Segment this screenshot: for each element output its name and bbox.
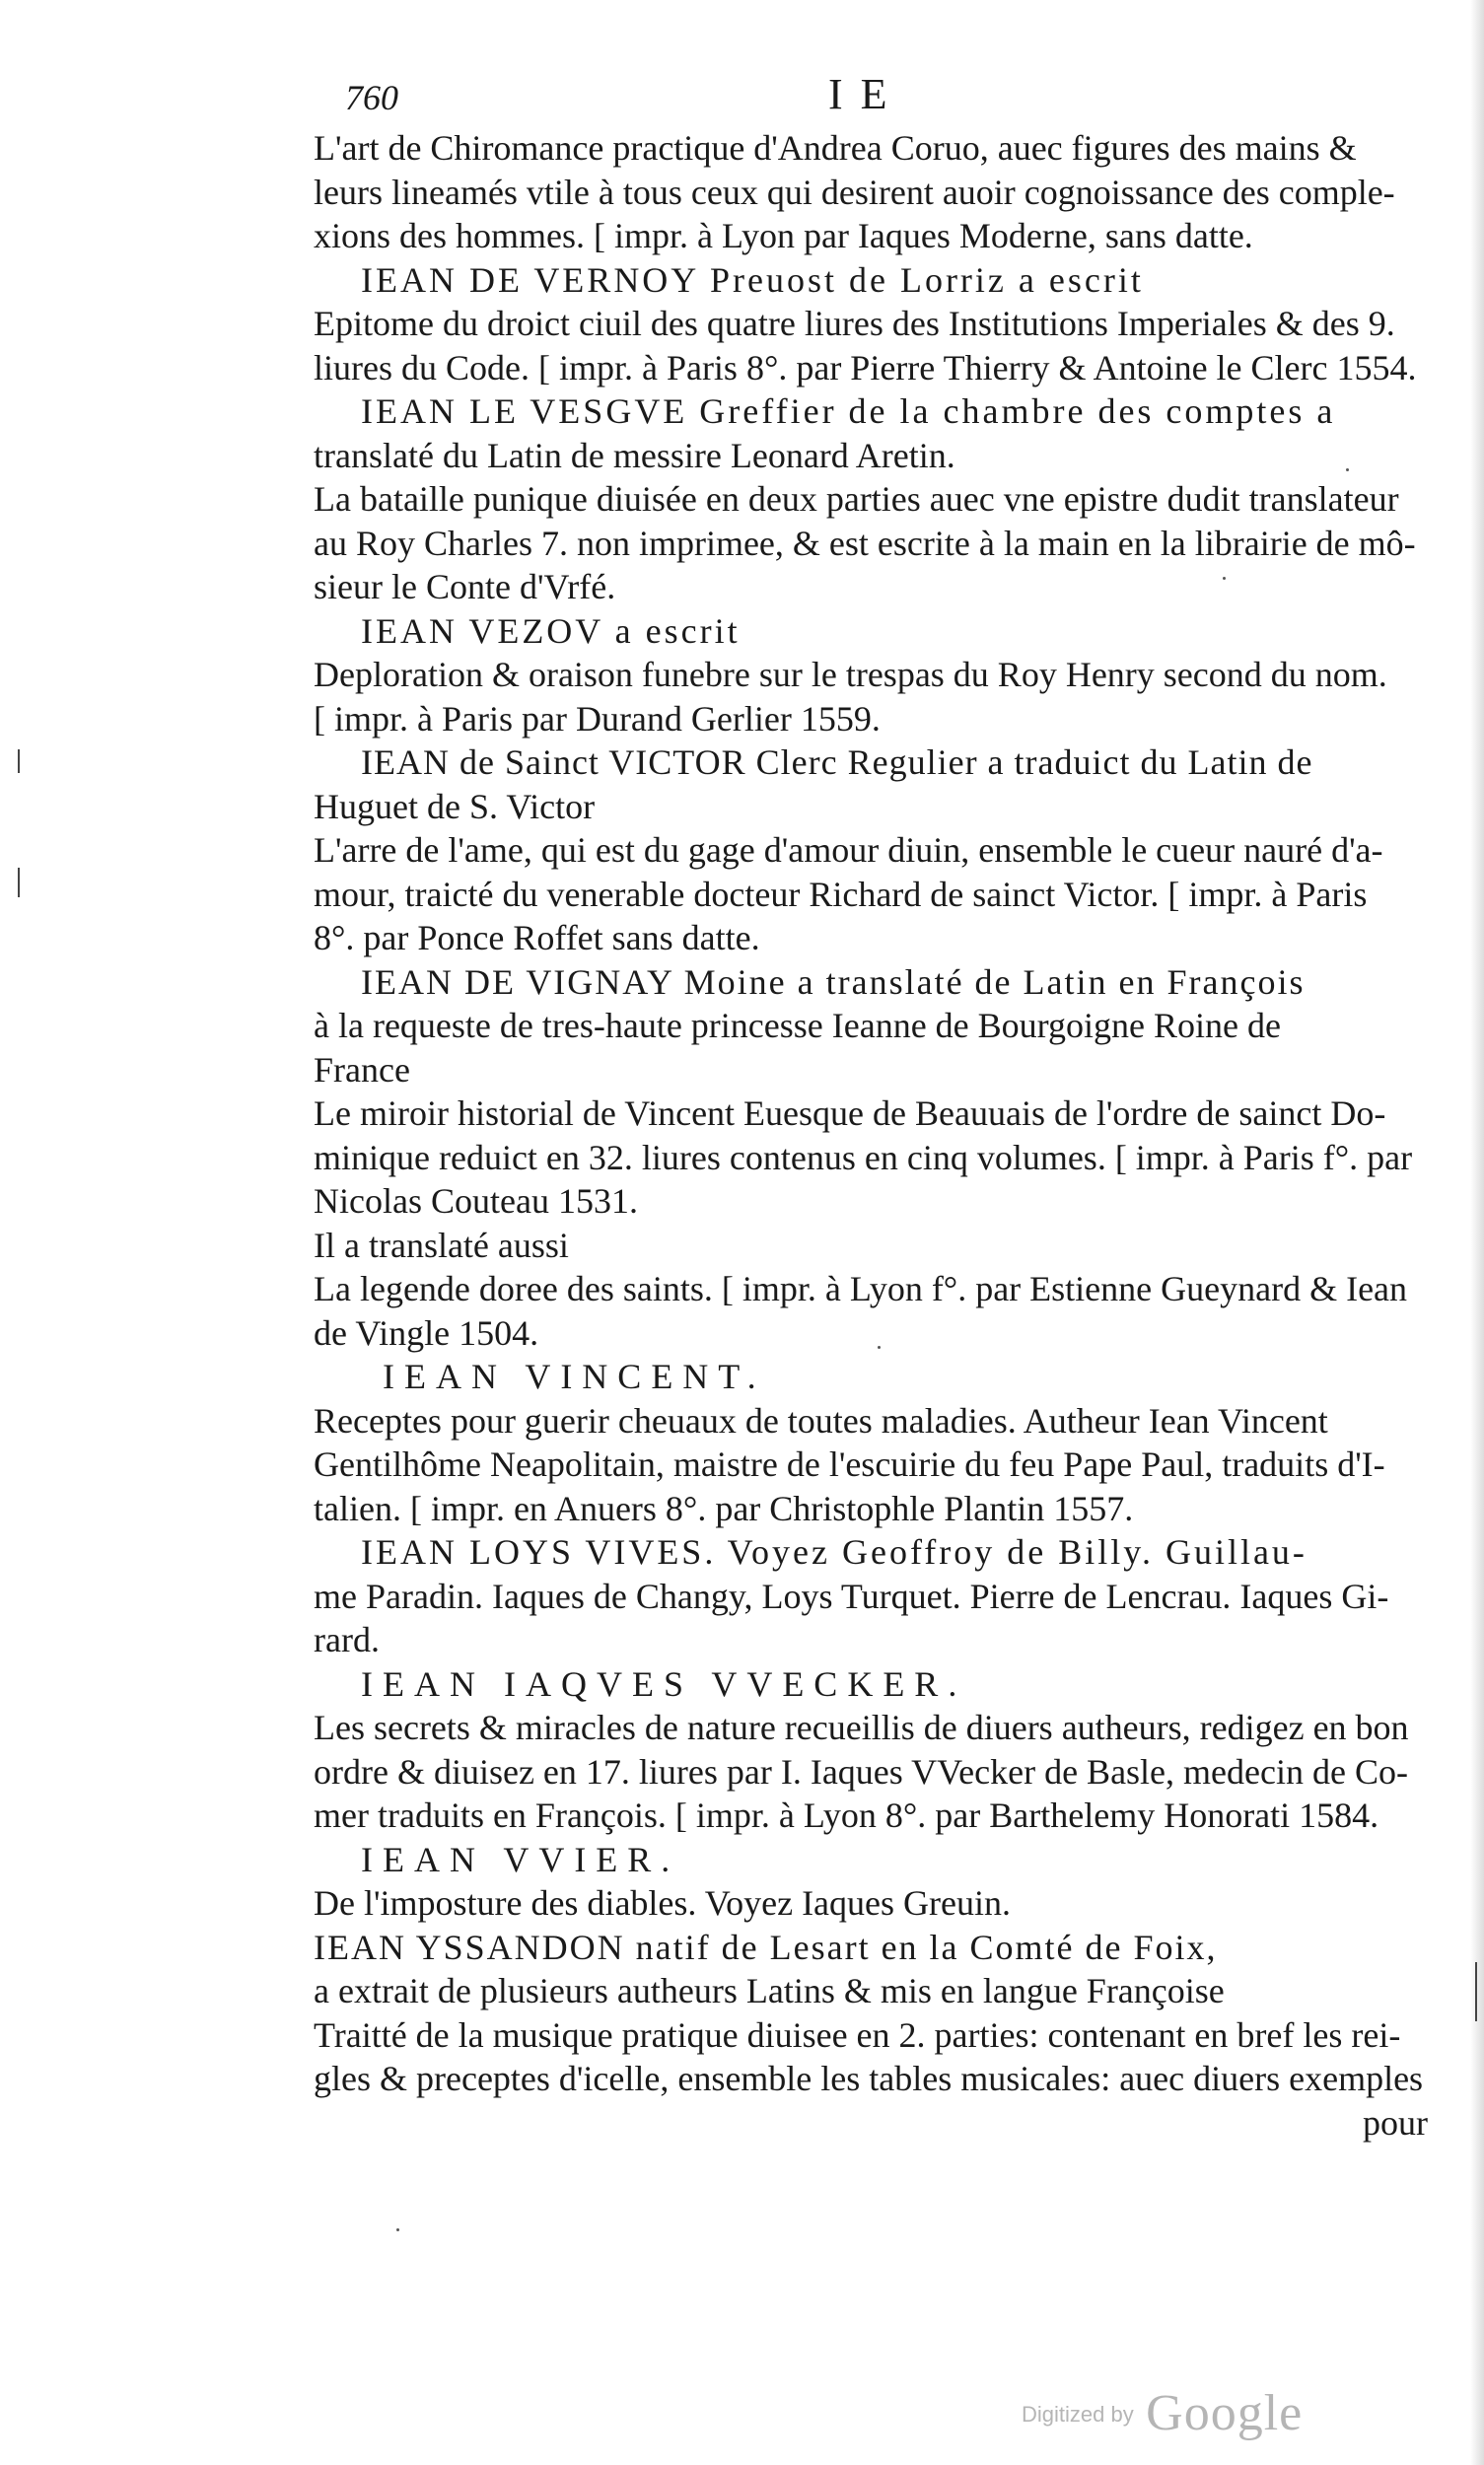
text-line: Traitté de la musique pratique diuisee en 2. parties: contenant en bref les rei- xyxy=(314,2014,1401,2055)
text-line: leurs lineamés vtile à tous ceux qui desirent auoir cognoissance des comple- xyxy=(314,172,1395,212)
text-line: de Vingle 1504. xyxy=(314,1312,539,1353)
text-line: La legende doree des saints. [ impr. à Lyon f°. par Estienne Gueynard & Iean xyxy=(314,1269,1408,1308)
text-line: Receptes pour guerir cheuaux de toutes maladies. Autheur Iean Vincent xyxy=(314,1400,1328,1441)
body-text xyxy=(314,126,1428,2145)
text-line: gles & preceptes d'icelle, ensemble les tables musicales: auec diuers exemples xyxy=(314,2059,1424,2098)
text-line: Nicolas Couteau 1531. xyxy=(314,1181,638,1221)
text-line: 8°. par Ponce Roffet sans datte. xyxy=(314,918,760,957)
text-line: ordre & diuisez en 17. liures par I. Iaques VVecker de Basle, medecin de Co- xyxy=(314,1751,1408,1792)
text-line: sieur le Conte d'Vrfé. xyxy=(314,567,616,606)
digitized-by-google-watermark xyxy=(1022,2384,1303,2442)
scan-artifact xyxy=(1475,1962,1477,2021)
text-line: translaté du Latin de messire Leonard Aretin. xyxy=(314,435,955,475)
scan-artifact xyxy=(18,749,20,773)
entry-heading: IEAN YSSANDON natif de Lesart en la Comté de Foix, xyxy=(314,1927,1218,1967)
scan-artifact xyxy=(18,868,20,897)
text-line: a extrait de plusieurs autheurs Latins & mis en langue Françoise xyxy=(314,1971,1225,2010)
text-line: L'arre de l'ame, qui est du gage d'amour diuin, ensemble le cueur nauré d'a- xyxy=(314,830,1383,870)
entry-heading: IEAN DE VIGNAY Moine a translaté de Latin en François xyxy=(361,961,1306,1002)
scan-artifact xyxy=(396,2228,399,2231)
scan-artifact xyxy=(1346,468,1349,471)
text-line: me Paradin. Iaques de Changy, Loys Turquet. Pierre de Lencrau. Iaques Gi- xyxy=(314,1576,1389,1616)
text-line: rard. xyxy=(314,1620,380,1659)
text-line: talien. [ impr. en Anuers 8°. par Christophle Plantin 1557. xyxy=(314,1488,1134,1528)
entry-heading: IEAN IAQVES VVECKER. xyxy=(361,1663,967,1704)
scan-artifact xyxy=(1223,577,1226,580)
text-line: L'art de Chiromance practique d'Andrea Coruo, auec figures des mains & xyxy=(314,128,1357,168)
text-line: Le miroir historial de Vincent Euesque de Beauuais de l'ordre de sainct Do- xyxy=(314,1093,1386,1133)
text-line: Epitome du droict ciuil des quatre liures des Institutions Imperiales & des 9. xyxy=(314,304,1395,343)
entry-heading: IEAN VINCENT. xyxy=(383,1357,766,1396)
entry-heading: IEAN LOYS VIVES. Voyez Geoffroy de Billy. Guillau- xyxy=(361,1532,1307,1572)
entry-heading: IEAN DE VERNOY Preuost de Lorriz a escrit xyxy=(361,259,1144,300)
text-line: Gentilhôme Neapolitain, maistre de l'escuirie du feu Pape Paul, traduits d'I- xyxy=(314,1444,1385,1484)
text-line: De l'imposture des diables. Voyez Iaques Greuin. xyxy=(314,1883,1011,1923)
text-line: liures du Code. [ impr. à Paris 8°. par Pierre Thierry & Antoine le Clerc 1554. xyxy=(314,347,1417,387)
text-line: à la requeste de tres-haute princesse Ieanne de Bourgoigne Roine de xyxy=(314,1006,1281,1045)
entry-heading: IEAN LE VESGVE Greffier de la chambre des comptes a xyxy=(361,391,1336,431)
google-logo: Google xyxy=(1146,2385,1304,2441)
page-header xyxy=(345,69,1430,128)
scan-artifact xyxy=(878,1346,881,1349)
text-line: France xyxy=(314,1049,410,1090)
text-line: minique reduict en 32. liures contenus en cinq volumes. [ impr. à Paris f°. par xyxy=(314,1137,1413,1177)
text-line: xions des hommes. [ impr. à Lyon par Iaques Moderne, sans datte. xyxy=(314,216,1253,255)
text-line: Les secrets & miracles de nature recueillis de diuers autheurs, redigez en bon xyxy=(314,1708,1409,1747)
catchword: pour xyxy=(1363,2102,1428,2143)
text-line: La bataille punique diuisée en deux parties auec vne epistre dudit translateur xyxy=(314,479,1399,519)
text-line: [ impr. à Paris par Durand Gerlier 1559. xyxy=(314,698,881,739)
entry-heading: IEAN VEZOV a escrit xyxy=(361,610,741,651)
page-edge-shadow xyxy=(1470,0,1484,2465)
running-head: IE xyxy=(828,70,905,118)
text-line: Il a translaté aussi xyxy=(314,1225,569,1265)
text-line: mour, traicté du venerable docteur Richard de sainct Victor. [ impr. à Paris xyxy=(314,874,1368,914)
text-line: au Roy Charles 7. non imprimee, & est escrite à la main en la librairie de mô- xyxy=(314,523,1416,563)
text-line: Deploration & oraison funebre sur le trespas du Roy Henry second du nom. xyxy=(314,655,1387,694)
text-line: mer traduits en François. [ impr. à Lyon 8°. par Barthelemy Honorati 1584. xyxy=(314,1796,1379,1835)
digitized-by-label: Digitized by xyxy=(1022,2402,1134,2427)
entry-heading: IEAN de Sainct VICTOR Clerc Regulier a traduict du Latin de xyxy=(361,742,1313,782)
entry-heading: IEAN VVIER. xyxy=(361,1839,680,1879)
text-line: Huguet de S. Victor xyxy=(314,786,596,826)
page-number: 760 xyxy=(345,78,398,117)
